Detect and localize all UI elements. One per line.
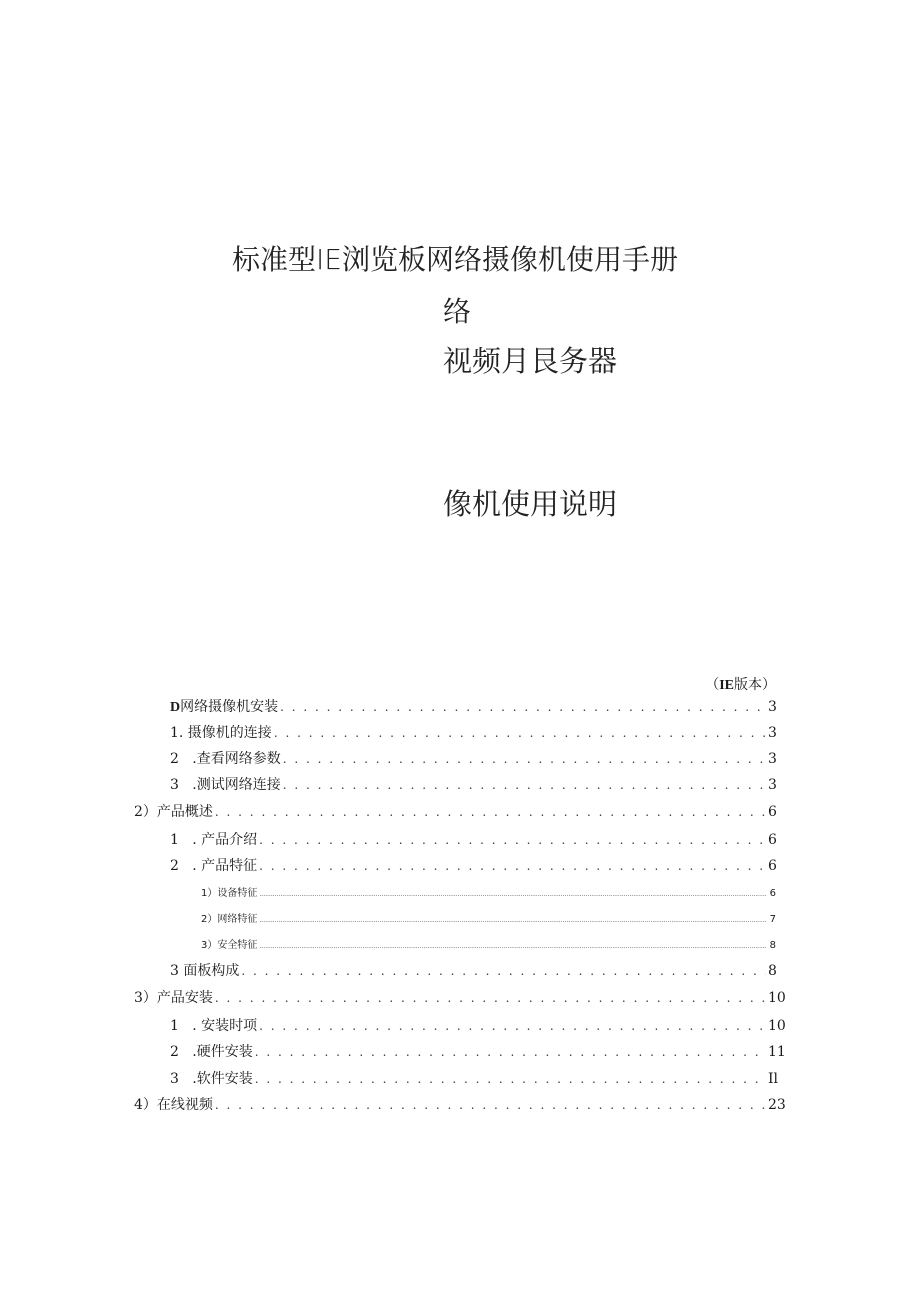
toc-leader <box>283 778 766 792</box>
toc-entry[interactable] <box>170 855 776 875</box>
edition-rest: 版本） <box>734 677 776 693</box>
toc-entry[interactable] <box>170 774 776 794</box>
toc-entry[interactable] <box>170 1068 779 1088</box>
toc-entry[interactable] <box>170 696 776 716</box>
toc-page: 3 <box>768 725 777 741</box>
toc-label: 1 . 产品介绍 <box>170 832 258 848</box>
toc-leader <box>259 917 766 924</box>
title-fragment: 像机使用说明 <box>443 487 618 521</box>
toc-entry[interactable] <box>170 748 776 768</box>
toc-entry[interactable] <box>201 884 776 904</box>
toc-page: 11 <box>768 1044 786 1060</box>
toc-leader <box>274 726 766 740</box>
toc-page: 6 <box>768 858 777 874</box>
toc-label: 2）产品概述 <box>134 804 213 820</box>
toc-entry[interactable] <box>134 801 776 821</box>
toc-leader <box>259 1019 766 1033</box>
edition-open: （ <box>705 677 720 693</box>
title-fragment: 视频月艮务器 <box>443 344 618 378</box>
toc-leader <box>215 805 766 819</box>
toc-label <box>170 696 278 716</box>
toc-page: 8 <box>769 940 776 951</box>
toc-entry[interactable] <box>201 936 776 956</box>
edition-note <box>705 674 776 694</box>
toc-page: 7 <box>769 914 776 925</box>
toc-label-bold: D <box>170 700 181 715</box>
toc-label: 1. 摄像机的连接 <box>170 725 272 741</box>
toc-leader <box>259 859 766 873</box>
toc-label: 1）设备特征 <box>201 888 258 899</box>
toc-entry[interactable] <box>170 1015 786 1035</box>
toc-leader <box>255 1045 766 1059</box>
toc-page: 6 <box>769 888 776 899</box>
toc-leader <box>283 752 766 766</box>
toc-leader <box>215 991 766 1005</box>
title-fragment: 络 <box>443 295 472 328</box>
toc-label: 3）安全特征 <box>201 940 258 951</box>
toc-leader <box>280 700 766 714</box>
toc-entry[interactable] <box>170 960 776 980</box>
toc-page: 6 <box>768 832 777 848</box>
toc-leader <box>255 1072 766 1086</box>
toc-entry[interactable] <box>170 829 776 849</box>
toc-page: 10 <box>768 990 786 1006</box>
toc-page: 3 <box>768 777 777 793</box>
toc-page: Il <box>768 1071 779 1087</box>
document-title: 标准型IE浏览板网络摄像机使用手册 <box>232 243 678 276</box>
toc-label: 1 . 安装时项 <box>170 1018 258 1034</box>
toc-page: 10 <box>768 1018 786 1034</box>
toc-label: 2）网络特征 <box>201 914 258 925</box>
edition-bold: IE <box>719 678 734 693</box>
toc-entry[interactable] <box>170 722 776 742</box>
toc-label: 3 面板构成 <box>170 963 240 979</box>
toc-page: 3 <box>768 751 777 767</box>
toc-page: 23 <box>768 1097 786 1113</box>
toc-leader <box>241 964 766 978</box>
toc-leader <box>259 891 766 898</box>
toc-page: 8 <box>768 963 777 979</box>
toc-page: 6 <box>768 804 777 820</box>
toc-label: 3 .软件安装 <box>170 1071 253 1087</box>
toc-label: 2 .硬件安装 <box>170 1044 253 1060</box>
toc-leader <box>215 1098 766 1112</box>
toc-label: 2 .查看网络参数 <box>170 751 281 767</box>
toc-label: 3 .测试网络连接 <box>170 777 281 793</box>
toc-page: 3 <box>768 699 777 715</box>
toc-leader <box>259 833 766 847</box>
toc-label: 3）产品安装 <box>134 990 213 1006</box>
toc-entry[interactable] <box>170 1041 786 1061</box>
toc-leader <box>259 943 766 950</box>
toc-entry[interactable] <box>134 987 786 1007</box>
toc-label: 4）在线视频 <box>134 1097 213 1113</box>
toc-label: 2 . 产品特征 <box>170 858 258 874</box>
toc-label-text: 网络摄像机安装 <box>180 699 279 715</box>
toc-entry[interactable] <box>134 1094 786 1114</box>
toc-entry[interactable] <box>201 910 776 930</box>
